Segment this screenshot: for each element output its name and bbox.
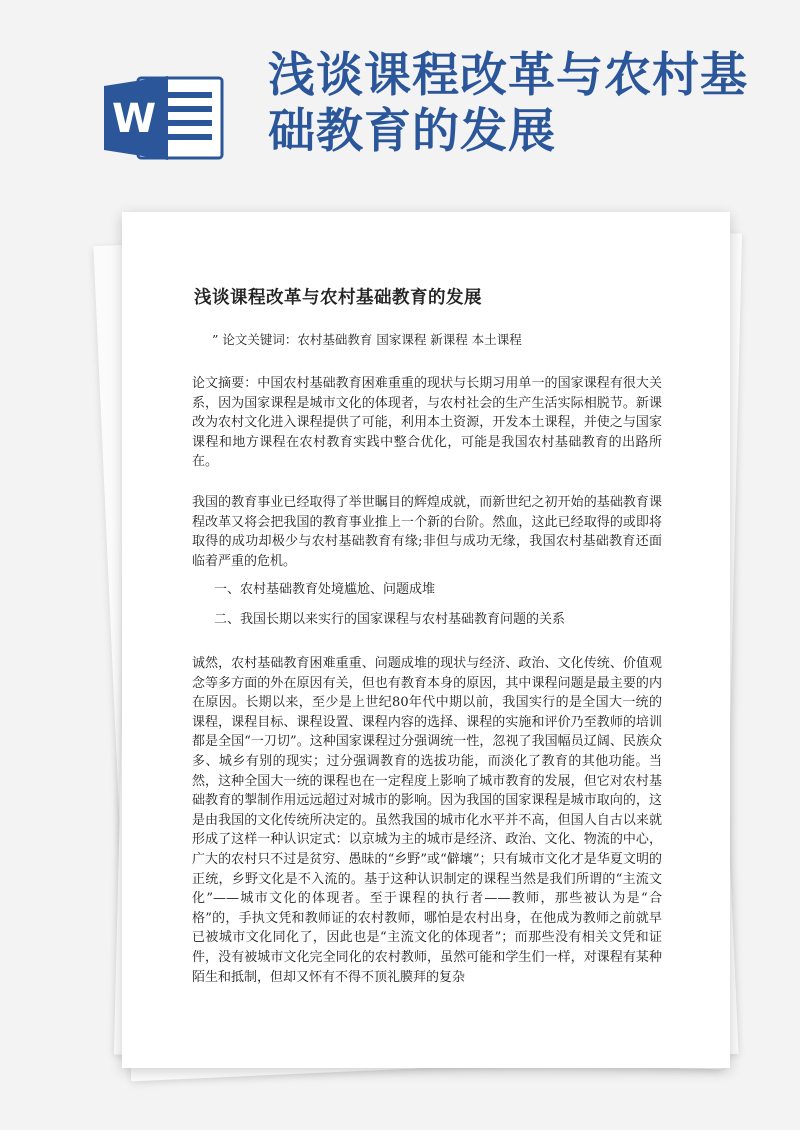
document-keywords: ” 论文关键词：农村基础教育 国家课程 新课程 本土课程 <box>212 332 522 347</box>
document-title: 浅谈课程改革与农村基础教育的发展 <box>194 288 482 308</box>
document-abstract: 论文摘要：中国农村基础教育困难重重的现状与长期习用单一的国家课程有很大关系，因为国家课程是城市文化的体现者，与农村社会的生产生活实际相脱节。新课改为农村文化进入课程提供了可能，利用本土资源，开发本土课程，并使之与国家课程和地方课程在农村教育实践中整合优化，可能是我国农村基础教育的出路所在。 <box>192 376 662 470</box>
word-logo-letter: W <box>111 96 157 142</box>
word-document-icon <box>104 76 224 160</box>
document-page <box>122 212 730 1068</box>
section-heading-2: 二、我国长期以来实行的国家课程与农村基础教育问题的关系 <box>214 612 566 627</box>
document-paragraph: 我国的教育事业已经取得了举世瞩目的辉煌成就，而新世纪之初开始的基础教育课程改革又将会把我国的教育事业推上一个新的台阶。然血，这此已经取得的或即将取得的成功却极少与农村基础教育有缘;非但与成功无缘，我国农村基础教育还面临着严重的危机。 <box>192 495 662 569</box>
document-paragraph: 诚然，农村基础教育困难重重、问题成堆的现状与经济、政治、文化传统、价值观念等多方面的外在原因有关，但也有教育本身的原因，其中课程问题是最主要的内在原因。长期以来，至少是上世纪80年代中期以前，我国实行的是全国大一统的课程，课程目标、课程设置、课程内容的选择、课程的实施和评价乃至教师的培训都是全国“一刀切”。这种国家课程过分强调统一性，忽视了我国幅员辽阔、民族众多、城乡有别的现实；过分强调教育的选拔功能，而淡化了教育的其他功能。当然，这种全国大一统的课程也在一定程度上影响了城市教育的发展，但它对农村基础教育的掣制作用远远超过对城市的影响。因为我国的国家课程是城市取向的，这是由我国的文化传统所决定的。虽然我国的城市化水平并不高，但国人自古以来就形成了这样一种认识定式：以京城为主的城市是经济、政治、文化、物流的中心，广大的农村只不过是贫穷、愚昧的“乡野”或“僻壤”；只有城市文化才是华夏文明的正统，乡野文化是不入流的。基于这种认识制定的课程当然是我们所谓的“主流文化”——城市文化的体现者。至于课程的执行者——教师，那些被认为是“合格”的，手执文凭和教师证的农村教师，哪怕是农村出身，在他成为教师之前就早已被城市文化同化了，因此也是“主流文化的体现者”；而那些没有相关文凭和证件，没有被城市文化完全同化的农村教师，虽然可能和学生们一样，对课程有某种陌生和抵制，但却又怀有不得不顶礼膜拜的复杂 <box>192 656 662 985</box>
page-title: 浅谈课程改革与农村基础教育的发展 <box>268 48 748 159</box>
section-heading-1: 一、农村基础教育处境尴尬、问题成堆 <box>214 582 436 597</box>
